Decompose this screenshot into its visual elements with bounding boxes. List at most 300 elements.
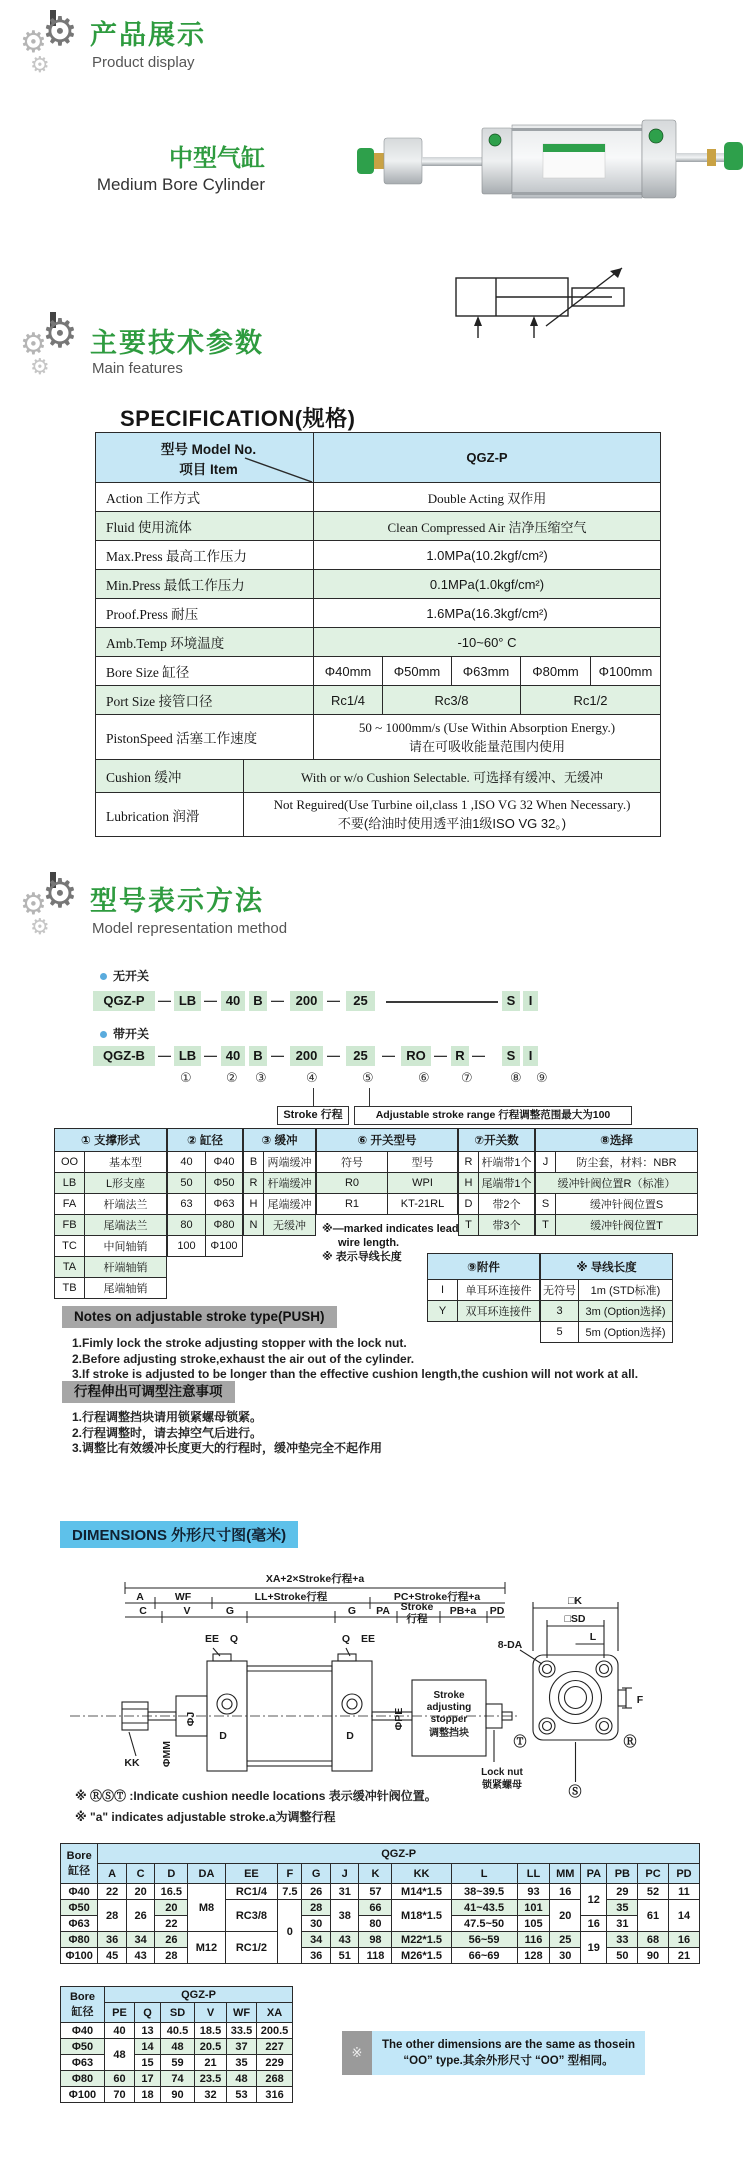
codes-table-option [535,1128,698,1236]
cell: 杆端法兰 [85,1194,167,1215]
model-header: QGZ-P [105,1987,293,2003]
cell: RC1/4 [225,1884,278,1900]
table-row [244,1194,316,1215]
model-code-box: 200 [290,1046,323,1066]
spec-value: Double Acting 双作用 [314,483,661,512]
cell: 101 [517,1900,550,1916]
spec-bore-value: Φ50mm [383,657,452,686]
note-line: ※—marked indicates lead [322,1223,459,1235]
cell: Y [428,1301,458,1322]
table-row [61,1987,293,2003]
table-row [317,1194,458,1215]
cell: 16 [581,1916,607,1932]
cell: L形支座 [85,1173,167,1194]
section-title-en: Product display [92,54,195,71]
notes-push-lines [72,1336,638,1383]
svg-text:PB+a: PB+a [449,1605,477,1617]
column-header: PC [638,1864,669,1884]
gear-tractor-logo-icon [20,10,90,82]
cell: Φ40 [61,1884,98,1900]
cell: 5m (Option选择) [579,1322,673,1343]
spec-table [95,432,661,760]
codes-table-support [54,1128,167,1299]
cell: 尾端轴销 [85,1278,167,1299]
model-code-box: LB [174,991,201,1011]
cell: Φ80 [61,2071,105,2087]
cell: 48 [105,2039,135,2071]
svg-text:□SD: □SD [564,1613,586,1625]
circled-number: ② [226,1070,238,1085]
cell: 36 [98,1932,127,1948]
svg-text:Ⓣ: Ⓣ [513,1734,527,1749]
cell: Φ80 [61,1932,98,1948]
cell: 268 [257,2071,293,2087]
model-separator: — [472,1048,485,1063]
table-row [244,1129,316,1152]
table-row [61,1884,700,1900]
bore-header-cn: 缸径 [68,1864,91,1877]
model-separator: — [271,993,284,1008]
column-header: DA [188,1864,225,1884]
cell: 26 [126,1900,155,1932]
cell: B [244,1152,264,1173]
table-row [428,1301,540,1322]
column-header: G [302,1864,331,1884]
column-header: ② 缸径 [168,1129,243,1152]
svg-text:PA: PA [376,1605,390,1617]
spec-value: Clean Compressed Air 洁净压缩空气 [314,512,661,541]
cell: 80 [168,1215,206,1236]
svg-text:F: F [636,1694,644,1706]
spec-bore-value: Φ40mm [314,657,383,686]
cell: FA [55,1194,85,1215]
cell: 14 [668,1900,699,1932]
footer-note-text [372,2031,645,2075]
section-title-cn: 主要技术参数 [90,328,264,358]
cell: 杆端带1个 [479,1152,535,1173]
cell: 33 [607,1932,638,1948]
column-header: PA [581,1864,607,1884]
footer-note [342,2031,645,2075]
svg-text:ΦMM: ΦMM [161,1740,173,1768]
column-header: ⑨附件 [428,1254,540,1280]
cell: 227 [257,2039,293,2055]
cell: 118 [359,1948,392,1964]
codes-table-bore [167,1128,243,1257]
cell: 80 [359,1916,392,1932]
cell: 229 [257,2055,293,2071]
model-code-box: B [249,1046,267,1066]
cell: LB [55,1173,85,1194]
cell: 43 [126,1948,155,1964]
lubrication-en: Not Reguired(Use Turbine oil,class 1 ,ISO VG 32 When Necessary.) [273,797,631,812]
spec-label: Fluid 使用流体 [96,512,314,541]
cell: 34 [302,1932,331,1948]
table-row [244,1173,316,1194]
gear-tractor-logo-icon [20,312,90,384]
cell: 21 [668,1948,699,1964]
codes-table-wire-length [540,1253,673,1343]
cell: 30 [302,1916,331,1932]
circled-number: ① [180,1070,192,1085]
column-header: ③ 缓冲 [244,1129,316,1152]
cell: 68 [638,1932,669,1948]
notes-cn-title: 行程伸出可调型注意事项 [62,1381,235,1403]
column-header: MM [550,1864,581,1884]
cell: 57 [359,1884,392,1900]
model-code-box: 40 [221,1046,245,1066]
note-line: wire length. [338,1237,400,1249]
spec-label: Amb.Temp 环境温度 [96,628,314,657]
spec-value: 1.6MPa(16.3kgf/cm²) [314,599,661,628]
table-row [459,1129,535,1152]
gear-icon: ⚙ [42,312,78,356]
table-row [536,1129,698,1152]
table-row [244,1152,316,1173]
table-row [55,1236,167,1257]
table-row [168,1152,243,1173]
table-row [168,1215,243,1236]
cell: 200.5 [257,2023,293,2039]
cell: 30 [550,1948,581,1964]
column-header: PE [105,2003,135,2023]
gear-icon: ⚙ [30,52,50,77]
cell: 缓冲针阀位置T [556,1215,698,1236]
cell: M12 [188,1932,225,1964]
codes-table-switch-count [458,1128,535,1236]
circled-number: ③ [255,1070,267,1085]
cell: 3 [541,1301,579,1322]
spec-label: Port Size 接管口径 [96,686,314,715]
column-header: V [195,2003,227,2023]
svg-text:Ⓡ: Ⓡ [623,1734,637,1749]
cell: 29 [607,1884,638,1900]
spec-bore-value: Φ63mm [452,657,521,686]
column-header: Q [135,2003,161,2023]
lubrication-cn: 不要(给油时使用透平油1级ISO VG 32。) [337,816,567,831]
svg-text:行程: 行程 [406,1613,428,1625]
cell: 17 [135,2071,161,2087]
cell: 32 [195,2087,227,2103]
circled-number: ⑤ [362,1070,374,1085]
cell: 31 [330,1884,359,1900]
model-separator: — [271,1048,284,1063]
table-row [96,686,661,715]
cell: 93 [517,1884,550,1900]
cell: 16 [668,1932,699,1948]
svg-text:stopper: stopper [430,1714,468,1725]
cell: FB [55,1215,85,1236]
cell: 37 [227,2039,257,2055]
model-separator: — [204,1048,217,1063]
table-row [55,1129,167,1152]
cell: 双耳环连接件 [458,1301,540,1322]
cell: 杆端轴销 [85,1257,167,1278]
column-header: EE [225,1864,278,1884]
note-line: 1.Fimly lock the stroke adjusting stopper with the lock nut. [72,1336,407,1350]
cell: Φ50 [61,2039,105,2055]
product-name-block [40,138,265,195]
cell: 22 [98,1884,127,1900]
gear-icon: ⚙ [42,872,78,916]
cell: 12 [581,1884,607,1916]
cell: 14 [135,2039,161,2055]
table-row [317,1173,458,1194]
cell: 19 [581,1932,607,1964]
cell: 50 [168,1173,206,1194]
svg-text:Q: Q [229,1633,239,1645]
cell: 66 [359,1900,392,1916]
table-row [168,1236,243,1257]
table-row [96,760,661,793]
column-header: F [278,1864,302,1884]
spec-value: With or w/o Cushion Selectable. 可选择有缓冲、无缓冲 [244,760,661,793]
model-code-box: 25 [346,991,375,1011]
model-code-box: B [249,991,267,1011]
cylinder-end-view [520,1602,632,1782]
callout-connector-line [369,1088,370,1106]
model-separator: — [158,1048,171,1063]
column-header: D [155,1864,188,1884]
notes-push-title: Notes on adjustable stroke type(PUSH) [62,1306,337,1328]
cell: J [536,1152,556,1173]
gear-icon: ⚙ [20,328,47,361]
cell: R1 [317,1194,388,1215]
cell: Φ80 [206,1215,243,1236]
cell: Φ40 [61,2023,105,2039]
cell: 60 [105,2071,135,2087]
table-row [459,1215,535,1236]
table-row [168,1173,243,1194]
table-row [168,1194,243,1215]
cell: 中间轴销 [85,1236,167,1257]
gear-icon: ⚙ [20,888,47,921]
cell: 40 [168,1152,206,1173]
cell: 26 [155,1932,188,1948]
table-row [55,1215,167,1236]
circled-number: ⑥ [418,1070,430,1085]
cell: 尾端带1个 [479,1173,535,1194]
spec-model-value: QGZ-P [314,433,661,483]
note-line: 1.行程调整挡块请用锁紧螺母锁紧。 [72,1410,263,1424]
column-header: XA [257,2003,293,2023]
model-code-box: R [451,1046,469,1066]
table-row [55,1194,167,1215]
cell: 11 [668,1884,699,1900]
table-row [536,1152,698,1173]
cell: D [459,1194,479,1215]
cell: 基本型 [85,1152,167,1173]
spec-label: Max.Press 最高工作压力 [96,541,314,570]
cell: 15 [135,2055,161,2071]
table-row [428,1280,540,1301]
gear-icon: ⚙ [20,26,47,59]
section-title-cn: 产品展示 [90,20,206,50]
column-header: PB [607,1864,638,1884]
bore-header [61,1987,105,2023]
column-header: ⑥ 开关型号 [317,1129,458,1152]
cell: R0 [317,1173,388,1194]
bore-header-cn: 缸径 [71,2005,94,2018]
cell: M18*1.5 [392,1900,451,1932]
cell: 单耳环连接件 [458,1280,540,1301]
circled-number: ⑦ [461,1070,473,1085]
spec-value: -10~60° C [314,628,661,657]
cell: 带2个 [479,1194,535,1215]
model-code-box: LB [174,1046,201,1066]
table-row [317,1152,458,1173]
svg-text:8-DA: 8-DA [497,1639,523,1651]
cell: 3m (Option选择) [579,1301,673,1322]
cell: 22 [155,1916,188,1932]
cell: 40.5 [161,2023,195,2039]
model-code-box: 25 [346,1046,375,1066]
cell: 尾端缓冲 [264,1194,316,1215]
column-header: LL [517,1864,550,1884]
model-code-box: 200 [290,991,323,1011]
svg-text:LL+Stroke行程: LL+Stroke行程 [254,1591,328,1603]
cell: I [428,1280,458,1301]
cell: Φ63 [61,2055,105,2071]
cell: 74 [161,2071,195,2087]
model-separator: — [327,1048,340,1063]
spec-bore-value: Φ80mm [521,657,591,686]
cell: TA [55,1257,85,1278]
svg-text:D: D [219,1730,227,1742]
gear-icon: ⚙ [30,914,50,939]
table-row [541,1301,673,1322]
table-row [55,1257,167,1278]
cell: 33.5 [227,2023,257,2039]
cell: 90 [638,1948,669,1964]
cell: RC1/2 [225,1932,278,1964]
table-row [61,2039,293,2055]
column-header: J [330,1864,359,1884]
cell: TB [55,1278,85,1299]
technical-drawing [50,1556,750,1806]
svg-text:ΦJ: ΦJ [185,1711,197,1727]
cell: KT-21RL [388,1194,458,1215]
piston-speed-en: 50 ~ 1000mm/s (Use Within Absorption Energy.) [358,719,616,735]
cell: WPI [388,1173,458,1194]
bore-header [61,1844,98,1884]
model-header: QGZ-P [98,1844,700,1864]
table-row [459,1194,535,1215]
cell: 18 [135,2087,161,2103]
cell: 两端缓冲 [264,1152,316,1173]
svg-text:Stroke: Stroke [433,1690,465,1701]
cell: 100 [168,1236,206,1257]
cell: 45 [98,1948,127,1964]
cell: 70 [105,2087,135,2103]
model-separator: — [204,993,217,1008]
cell: T [459,1215,479,1236]
table-row [536,1173,698,1194]
svg-text:D: D [346,1730,354,1742]
cell: H [244,1194,264,1215]
cell: 防尘套，材料：NBR [556,1152,698,1173]
cell: Φ40 [206,1152,243,1173]
table-row [96,793,661,837]
note-line: 3.If stroke is adjusted to be longer than the effective cushion length,the cushion will not work at all. [72,1367,639,1381]
note-line: 2.行程调整时，请去掉空气后进行。 [72,1425,263,1440]
codes-table-cushion [243,1128,316,1236]
cell: 41~43.5 [451,1900,517,1916]
cell: R [459,1152,479,1173]
cell: M8 [188,1884,225,1932]
callout-connector-line [313,1088,314,1106]
dimensions-heading: DIMENSIONS 外形尺寸图(毫米) [60,1521,298,1548]
cell: 66~69 [451,1948,517,1964]
piston-speed-cn: 请在可吸收能量范围内使用 [408,738,565,754]
svg-text:Q: Q [341,1633,351,1645]
table-row [55,1152,167,1173]
cell: 5 [541,1322,579,1343]
cell: Φ100 [61,1948,98,1964]
cell: 7.5 [278,1884,302,1900]
stroke-dash-line [386,1001,498,1003]
spec-label: Proof.Press 耐压 [96,599,314,628]
cell: TC [55,1236,85,1257]
svg-text:L: L [589,1631,597,1643]
cell: 47.5~50 [451,1916,517,1932]
cell: 型号 [388,1152,458,1173]
model-variant-label: 无开关 [113,969,150,983]
cell: Φ50 [61,1900,98,1916]
table-row [61,2087,293,2103]
section-title-cn: 型号表示方法 [90,886,264,916]
product-photo [355,92,750,242]
spec-port-value: Rc1/4 [314,686,383,715]
svg-text:G: G [347,1605,357,1617]
svg-text:Ⓢ: Ⓢ [568,1784,582,1799]
cell: 48 [227,2071,257,2087]
model-code-box: S [502,1046,520,1066]
dim-table-2 [60,1986,293,2103]
cell: R [244,1173,264,1194]
spec-heading: SPECIFICATION(规格) [120,406,356,431]
table-row [96,657,661,686]
cell: 128 [517,1948,550,1964]
spec-port-value: Rc1/2 [521,686,661,715]
column-header: K [359,1864,392,1884]
table-row [61,2055,293,2071]
cell: Φ100 [61,2087,105,2103]
column-header: ⑧选择 [536,1129,698,1152]
table-row [536,1215,698,1236]
cell: 38~39.5 [451,1884,517,1900]
cell: M14*1.5 [392,1884,451,1900]
cell: M26*1.5 [392,1948,451,1964]
model-separator: — [434,1048,447,1063]
cushion-needle-note: ※ ⓇⓈⓉ :Indicate cushion needle locations 表示缓冲针阀位置。 [75,1789,437,1803]
spec-label: Bore Size 缸径 [96,657,314,686]
svg-text:KK: KK [124,1757,140,1769]
svg-text:锁紧螺母: 锁紧螺母 [482,1780,522,1791]
cell: 20 [155,1900,188,1916]
note-mark-square: ※ [342,2031,372,2075]
cell: 无缓冲 [264,1215,316,1236]
model-separator: — [382,1048,395,1063]
table-row [55,1173,167,1194]
adjustable-stroke-callout: Adjustable stroke range 行程调整范围最大为100 [354,1106,632,1125]
model-code-box: S [502,991,520,1011]
column-header: SD [161,2003,195,2023]
svg-text:WF: WF [174,1591,192,1603]
table-row [96,541,661,570]
spec-value: 1.0MPa(10.2kgf/cm²) [314,541,661,570]
table-row [61,2023,293,2039]
